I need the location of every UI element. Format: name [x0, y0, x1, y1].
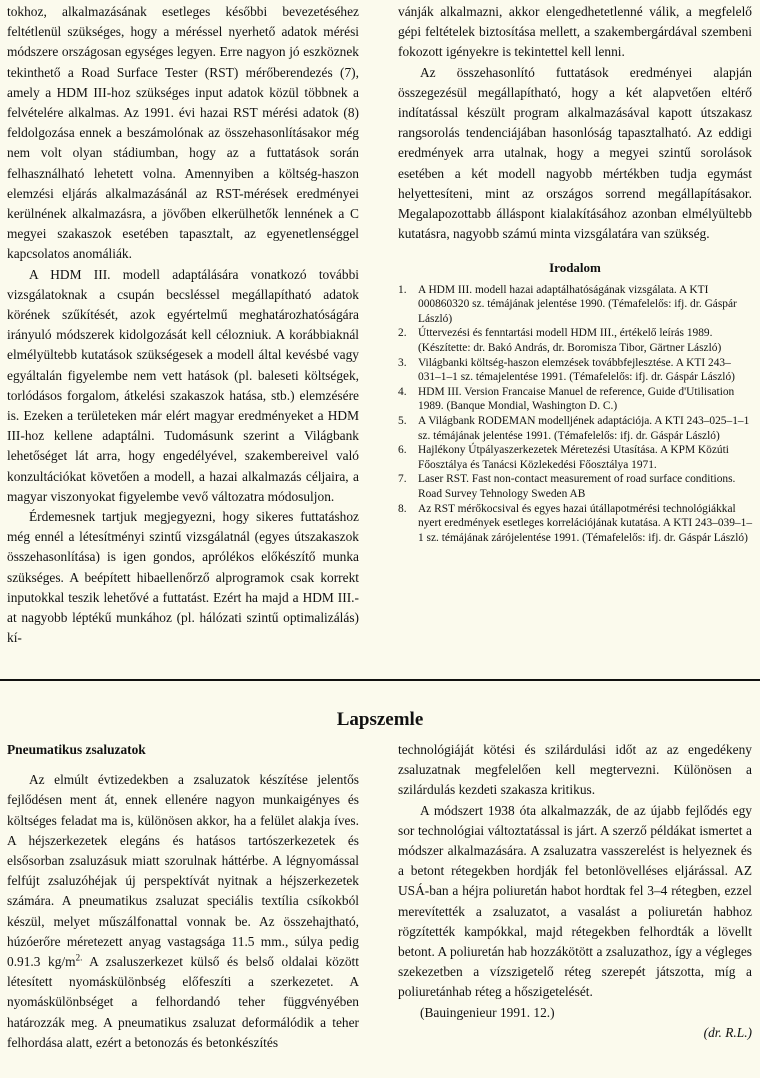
paragraph: vánják alkalmazni, akkor elengedhetetlenné válik, a megfelelő gépi feltételek biztosítása mellett, a szakembergárdával szembeni fokozott igényekre is tekintettel kell lenni. [398, 4, 752, 60]
reference-item [398, 472, 752, 501]
section-title: Lapszemle [336, 709, 424, 730]
reference-item [398, 443, 752, 472]
paragraph: A HDM III. modell adaptálására vonatkozó további vizsgálatoknak a csupán becsléssel megállapítható adatok körének szűkítését, azok egyértelmű meghatározhatóságára irányuló módszerek kidolgozását kell célozniuk. A korábbiaknál elmélyültebb kutatások szükségesek a modell által kevésbé vagy egyáltalán figyelembe nem vett hatások (pl. baleseti költségek, torlódásos forgalom, átkelési szakaszok hatása, stb.) elemzésére is. Ezeken a területeken már elért magyar eredményeket a HDM III-hoz kellene adaptálni. Tudomásunk szerint a Világbank lehetőséget lát arra, hogy engedélyével, szakembereivel való konzultációkat követően a modell, a hazai alkalmazás céljaira, a magyar viszonyokat figyelembe vevő változatra módosuljon. [7, 266, 359, 504]
reference-text: A Világbank RODEMAN modelljének adaptációja. A KTI 243–025–1–1 sz. témájának jelentése 1991. (Témafelelős: ifj. dr. Gáspár László) [418, 414, 750, 442]
reference-number: 7. [398, 473, 407, 486]
paragraph-text: Az elmúlt évtizedekben a zsaluzatok készítése jelentős fejlődésen ment át, ennek ellenére nagyon munkaigényes és költséges feladat ma is, különösen akkor, ha a felület alakja íves. A héjszerkezetek elegáns és hatásos tartószerkezetek és elsősorban zsaluzásuk miatt szorulnak háttérbe. A légnyomással felfújt zsaluzóhéjak új perspektívát nyitnak a héjszerkezetek számára. A pneumatikus zsaluzat speciális textília csíkokból készül, melyet műszálfonattal vonnak be. Az összehajtható, húzóerőre méretezett anyag vastagsága 11.5 mm., súlya pedig 0.91.3 kg/m [7, 772, 359, 970]
superscript: 2. [75, 952, 83, 963]
paragraph: A módszert 1938 óta alkalmazzák, de az újabb fejlődés egy sor technológiai változtatással is járt. A szerző példákat ismertet a módszer alkalmazására. A zsaluzatra vasszerelést is helyeznek és a betont rétegekben hordják fel betonlövelléses eljárással. AZ USÁ-ban a héjra poliuretán habot hordtak fel 3–4 rétegben, ezzel merevítették a zsaluzatot, a vasalást a poliuretán habhoz rögzítették kampókkal, majd rétegekben felhordták a lövellt betont. A poliuretán hab hozzákötött a zsaluzathoz, így a végleges szekezetben a vízszigetelő réteg szerepét játszotta, míg a poliuretánhab réteg a hőszigetelését. [398, 802, 752, 1000]
top-left-column [7, 2, 359, 649]
reference-text: Az RST mérőkocsival és egyes hazai útállapotmérési technológiákkal nyert eredmények esetleges korrelációjának kutatása. A KTI 243–039–1–1 sz. témájának zárójelentése 1991. (Témafelelős: ifj. dr. Gáspár László) [418, 502, 753, 544]
paragraph: Érdemesnek tartjuk megjegyezni, hogy sikeres futtatáshoz még ennél a létesítményi szintű vizsgálatnál (egyes útszakaszok összehasonlítása) is igen gondos, aprólékos előkészítő munka szükséges. A beépített hibaellenőrző alprogramok csak korrekt inputokkal teszik lehetővé a futtatást. Ezért ha majd a HDM III.-at nagyobb léptékű munkához (pl. hálózati szintű optimalizálás) kí- [7, 509, 359, 646]
reference-number: 2. [398, 327, 407, 340]
paragraph: Az összehasonlító futtatások eredményei alapján összegezésül megállapítható, hogy a két alapvetően eltérő indítatással készült program alkalmazásával kapott útszakasz rangsorolás tendenciájában hasonlóság tapasztalható. Az eddigi eredmények arra utalnak, hogy a megyei szintű sorolások esetében a két modell nagyobb mértékben tudja egymást helyettesíteni, mint az országos sorrend megállapításakor. Megalapozottabb álláspont kialakításához azonban elmélyültebb kutatásra, nagyobb számú minta vizsgálatára van szükség. [398, 64, 752, 242]
reference-number: 3. [398, 356, 407, 369]
reference-number: 1. [398, 283, 407, 296]
source-citation: (Bauingenieur 1991. 12.) [420, 1004, 555, 1020]
reference-number: 8. [398, 502, 407, 515]
article-subtitle: Pneumatikus zsaluzatok [7, 742, 146, 757]
reference-text: A HDM III. modell hazai adaptálhatóságának vizsgálata. A KTI 000860320 sz. témájának jelentése 1990. (Témafelelős: ifj. dr. Gáspár László) [418, 283, 737, 325]
article-right-column [398, 740, 752, 1043]
reference-number: 6. [398, 444, 407, 457]
reference-item [398, 326, 752, 355]
paragraph [7, 770, 359, 1053]
reference-item [398, 502, 752, 546]
references-title: Irodalom [549, 260, 601, 276]
article-left-column [7, 740, 359, 1053]
section-divider [0, 679, 760, 681]
reference-number: 4. [398, 385, 407, 398]
reference-number: 5. [398, 414, 407, 427]
reference-text: Úttervezési és fenntartási modell HDM III., értékelő leírás 1989. (Készítette: dr. Bakó András, dr. Boromisza Tibor, Gärtner László) [418, 327, 722, 355]
paragraph: tokhoz, alkalmazásának esetleges későbbi bevezetéséhez feltétlenül szükséges, hogy a méréssel nyerhető adatok mérési módszere országosan egységes legyen. Erre nagyon jó eszköznek tekinthető a Road Surface Tester (RST) mérőberendezés (7), amely a HDM III-hoz szükséges input adatok közül többnek a felvételére alkalmas. Az 1991. évi hazai RST mérési adatok (8) feldolgozása ennek a beszámolónak az összehasonlításakor még nem volt olyan stádiumban, hogy az a futtatások során felhasználható lehetett volna. Amennyiben a költség-haszon elemzési eljárás alkalmazásánál az RST-mérések eredményei kerülnének alkalmazásra, a jövőben elkerülhetők lennének a C megyei szakaszok esetében tapasztalt, az egyenetlenséggel kapcsolatos anomáliák. [7, 4, 359, 262]
reference-item [398, 356, 752, 385]
paragraph-text: A zsaluszerkezet külső és belső oldalai között létesített nyomáskülönbség előfeszíti a szerkezetet. A nyomáskülönbséget a felhordandó teher függvényében határozzák meg. A pneumatikus zsaluzat deformálódik a teher felhordása alatt, ezért a betonozás és betonkészítés [7, 954, 359, 1050]
reference-item [398, 414, 752, 443]
reference-item [398, 283, 752, 327]
author-signature: (dr. R.L.) [703, 1024, 752, 1040]
top-right-column [398, 2, 752, 545]
reference-text: Hajlékony Útpályaszerkezetek Méretezési Utasítása. A KPM Közúti Főosztálya és Tanácsi Közlekedési Főosztálya 1971. [418, 444, 729, 471]
references-list [398, 283, 752, 546]
reference-text: HDM III. Version Francaise Manuel de reference, Guide d'Utilisation 1989. (Banque Mondial, Washington D. C.) [418, 385, 735, 413]
reference-text: Világbanki költség-haszon elemzések továbbfejlesztése. A KTI 243–031–1–1 sz. témajelentése 1991. (Témafelelős: ifj. dr. Gáspár László) [418, 356, 735, 384]
reference-text: Laser RST. Fast non-contact measurement of road surface conditions. Road Survey Tehnology Sweden AB [418, 473, 736, 500]
paragraph: technológiáját kötési és szilárdulási időt az az engedékeny zsaluzatnak megfelelően kell megtervezni. Különösen a szilárdulás kezdeti szakasza kritikus. [398, 742, 752, 798]
reference-item [398, 385, 752, 414]
